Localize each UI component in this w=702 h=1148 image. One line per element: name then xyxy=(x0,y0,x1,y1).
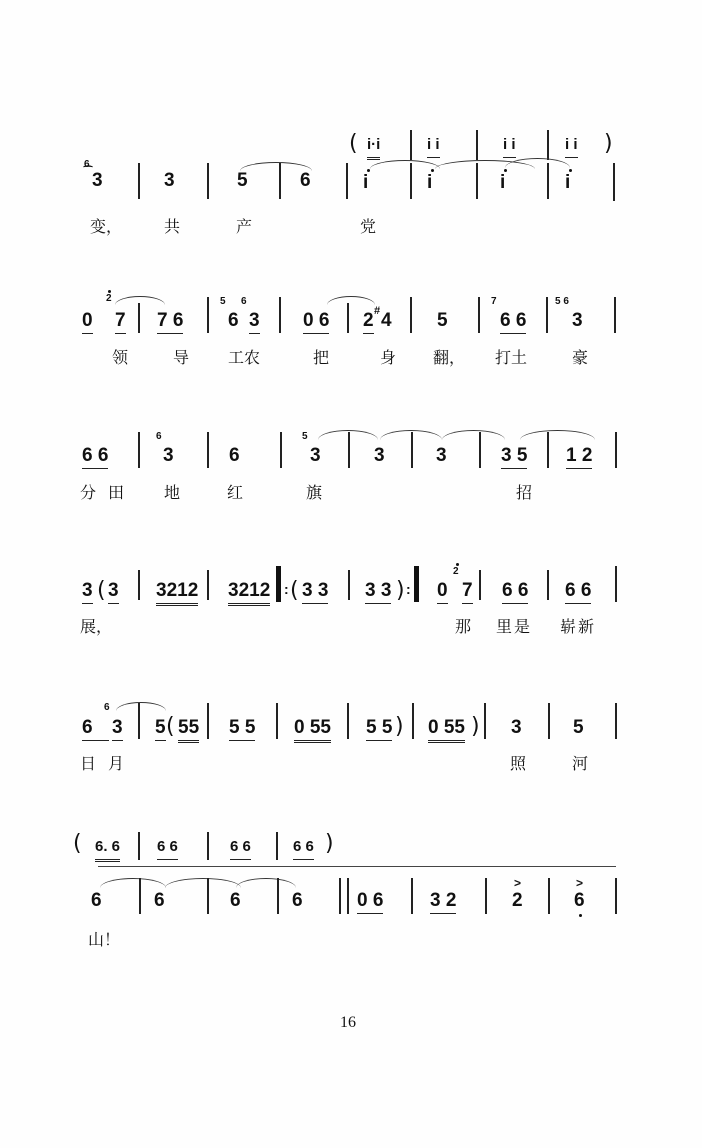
lyric: 豪 xyxy=(572,348,589,367)
slur xyxy=(370,160,440,169)
repeat-dots-icon: : xyxy=(284,581,289,597)
close-paren: ) xyxy=(396,578,405,603)
barline xyxy=(207,703,209,739)
grace-note: 6 xyxy=(84,159,90,170)
note: 3 xyxy=(310,445,321,466)
lyric: 照 xyxy=(510,754,527,773)
repeat-dots-icon: : xyxy=(406,581,411,597)
note: i xyxy=(363,172,369,193)
slur xyxy=(327,296,375,305)
barline xyxy=(479,432,481,468)
note: 3 3 xyxy=(302,580,328,604)
note: 3 xyxy=(82,580,93,604)
barline xyxy=(410,163,412,199)
note: 5 5 xyxy=(366,717,392,741)
lyric: 河 xyxy=(572,754,589,773)
interlude-measure: 6 6 xyxy=(230,836,251,860)
barline xyxy=(347,878,349,914)
close-paren: ) xyxy=(471,714,480,739)
note: 0 xyxy=(437,580,448,604)
barline xyxy=(347,303,349,333)
lyric: 领 xyxy=(112,348,129,367)
note: 6 6 xyxy=(565,580,591,604)
accent-icon: > xyxy=(576,876,584,890)
note: 7 xyxy=(115,310,126,334)
barline xyxy=(410,130,412,160)
barline xyxy=(139,878,141,914)
lyric: 身 xyxy=(380,348,397,367)
lyric: 共 xyxy=(164,217,181,236)
slur xyxy=(442,430,505,440)
barline xyxy=(411,878,413,914)
note: 5 5 xyxy=(229,717,255,741)
open-paren: ( xyxy=(290,578,299,603)
lyric: 崭新 xyxy=(560,617,597,636)
barline xyxy=(547,163,549,199)
barline xyxy=(615,703,617,739)
open-paren: ( xyxy=(97,578,106,603)
sharp-icon: # xyxy=(374,305,381,317)
lyric: 导 xyxy=(173,348,190,367)
note: 6 xyxy=(154,890,165,911)
lyric: 把 xyxy=(313,348,330,367)
note: 3 xyxy=(92,170,103,191)
lyric: 展， xyxy=(80,617,113,636)
slur xyxy=(115,296,165,305)
close-paren: ) xyxy=(604,131,613,156)
lyric: 党 xyxy=(360,217,377,236)
barline xyxy=(138,432,140,468)
note: 3 3 xyxy=(365,580,391,604)
interlude-measure: i i xyxy=(427,134,440,158)
barline xyxy=(138,703,140,739)
barline xyxy=(613,163,615,201)
barline xyxy=(476,130,478,160)
open-paren: ( xyxy=(73,831,82,856)
barline xyxy=(410,297,412,333)
barline xyxy=(615,878,617,914)
barline xyxy=(476,163,478,199)
grace-note: 6 xyxy=(104,702,110,713)
note: 3 xyxy=(572,310,583,331)
barline xyxy=(138,163,140,199)
note: 6 xyxy=(228,310,239,331)
note: 3212 xyxy=(228,580,270,606)
note: 6 xyxy=(82,717,109,741)
barline xyxy=(615,566,617,602)
lyric: 分田 xyxy=(80,483,137,502)
barline xyxy=(411,432,413,468)
barline xyxy=(485,878,487,914)
note: 0 6 xyxy=(357,890,383,914)
lyric: 红 xyxy=(227,483,244,502)
note: 3 xyxy=(112,717,123,741)
interlude-measure: 6 6 xyxy=(157,836,178,860)
note: 3 2 xyxy=(430,890,456,914)
barline xyxy=(279,163,281,199)
note: 3 xyxy=(163,445,174,466)
slur xyxy=(116,702,166,711)
note: 3 xyxy=(108,580,119,604)
grace-note: 6 xyxy=(156,431,162,442)
note: 6 xyxy=(292,890,303,911)
lyric: 地 xyxy=(164,483,181,502)
repeat-end-barline xyxy=(414,566,419,602)
grace-note: 6 xyxy=(241,296,247,307)
barline xyxy=(276,832,278,860)
slur xyxy=(100,878,166,888)
barline xyxy=(207,570,209,600)
note: 3 xyxy=(249,310,260,334)
note: 2 xyxy=(512,890,523,911)
barline xyxy=(478,297,480,333)
note: 3 xyxy=(511,717,522,738)
barline xyxy=(276,703,278,739)
barline xyxy=(347,703,349,739)
barline xyxy=(547,570,549,600)
low-octave-dot xyxy=(579,914,582,917)
lyric: 那 xyxy=(455,617,472,636)
lyric: 招 xyxy=(516,483,533,502)
barline xyxy=(207,878,209,914)
accent-icon: > xyxy=(514,876,522,890)
barline xyxy=(138,303,140,333)
barline xyxy=(412,703,414,739)
note: 6 xyxy=(91,890,102,911)
lyric: 变， xyxy=(90,217,123,236)
note: 2 xyxy=(363,310,374,334)
barline xyxy=(207,432,209,468)
system-divider-line xyxy=(98,866,616,867)
barline xyxy=(614,297,616,333)
barline xyxy=(339,878,341,914)
repeat-start-barline xyxy=(276,566,281,602)
lyric: 翻， xyxy=(433,348,466,367)
open-paren: ( xyxy=(349,131,358,156)
barline xyxy=(547,432,549,468)
interlude-measure: i·i xyxy=(367,134,380,160)
grace-note: 7 xyxy=(491,296,497,307)
barline xyxy=(346,163,348,199)
grace-note: 2 xyxy=(453,566,459,577)
lyric: 旗 xyxy=(306,483,323,502)
barline xyxy=(548,703,550,739)
note: 55 xyxy=(178,717,199,743)
note: 3 xyxy=(164,170,175,191)
interlude-measure: 6 6 xyxy=(293,836,314,860)
note: 0 xyxy=(82,310,93,334)
barline xyxy=(207,832,209,860)
note: 3 xyxy=(374,445,385,466)
note: 0 55 xyxy=(294,717,331,743)
note: i xyxy=(427,172,433,193)
grace-note: 5 xyxy=(302,431,308,442)
barline xyxy=(348,570,350,600)
grace-note: 5 6 xyxy=(555,296,569,307)
note: 5 xyxy=(573,717,584,738)
slur xyxy=(165,878,241,888)
barline xyxy=(479,570,481,600)
grace-note: 2 xyxy=(106,293,112,304)
slur xyxy=(236,878,296,888)
note: 7 xyxy=(462,580,473,604)
note: 6 6 xyxy=(502,580,528,604)
note: 3 xyxy=(436,445,447,466)
barline xyxy=(548,878,550,914)
open-paren: ( xyxy=(166,714,175,739)
lyric: 产 xyxy=(236,217,253,236)
note: 5 xyxy=(237,170,248,191)
note: 5 xyxy=(155,717,166,741)
barline xyxy=(279,297,281,333)
note: 7 6 xyxy=(157,310,183,334)
interlude-measure: 6. 6 xyxy=(95,836,120,862)
barline xyxy=(547,130,549,160)
note: 6 6 xyxy=(500,310,526,334)
slur xyxy=(520,430,595,440)
note: 6 6 xyxy=(82,445,108,469)
lyric: 日月 xyxy=(80,754,137,773)
note: 0 55 xyxy=(428,717,465,743)
note: 3 5 xyxy=(501,445,527,469)
note: 0 6 xyxy=(303,310,329,334)
interlude-measure: i i xyxy=(503,134,516,158)
note: 3212 xyxy=(156,580,198,606)
note: i xyxy=(565,172,571,193)
barline xyxy=(348,432,350,468)
note: i xyxy=(500,172,506,193)
slur xyxy=(505,158,570,168)
lyric: 山！ xyxy=(88,930,121,949)
barline xyxy=(138,832,140,860)
grace-slur-icon: ⁀ xyxy=(84,167,93,178)
close-paren: ) xyxy=(395,714,404,739)
note: 6 xyxy=(574,890,585,911)
note: 6 xyxy=(229,445,240,466)
note: 6 xyxy=(230,890,241,911)
barline xyxy=(280,432,282,468)
barline xyxy=(615,432,617,468)
grace-note: 5 xyxy=(220,296,226,307)
barline xyxy=(138,570,140,600)
note: 5 xyxy=(437,310,448,331)
barline xyxy=(207,297,209,333)
page-number: 16 xyxy=(340,1014,356,1031)
lyric: 里是 xyxy=(496,617,533,636)
barline xyxy=(207,163,209,199)
lyric: 打土 xyxy=(495,348,528,367)
barline xyxy=(546,297,548,333)
lyric: 工农 xyxy=(228,348,261,367)
barline xyxy=(277,878,279,914)
note: 4 xyxy=(381,310,392,331)
note: 1 2 xyxy=(566,445,592,469)
close-paren: ) xyxy=(325,831,334,856)
barline xyxy=(484,703,486,739)
note: 6 xyxy=(300,170,311,191)
interlude-measure: i i xyxy=(565,134,578,158)
